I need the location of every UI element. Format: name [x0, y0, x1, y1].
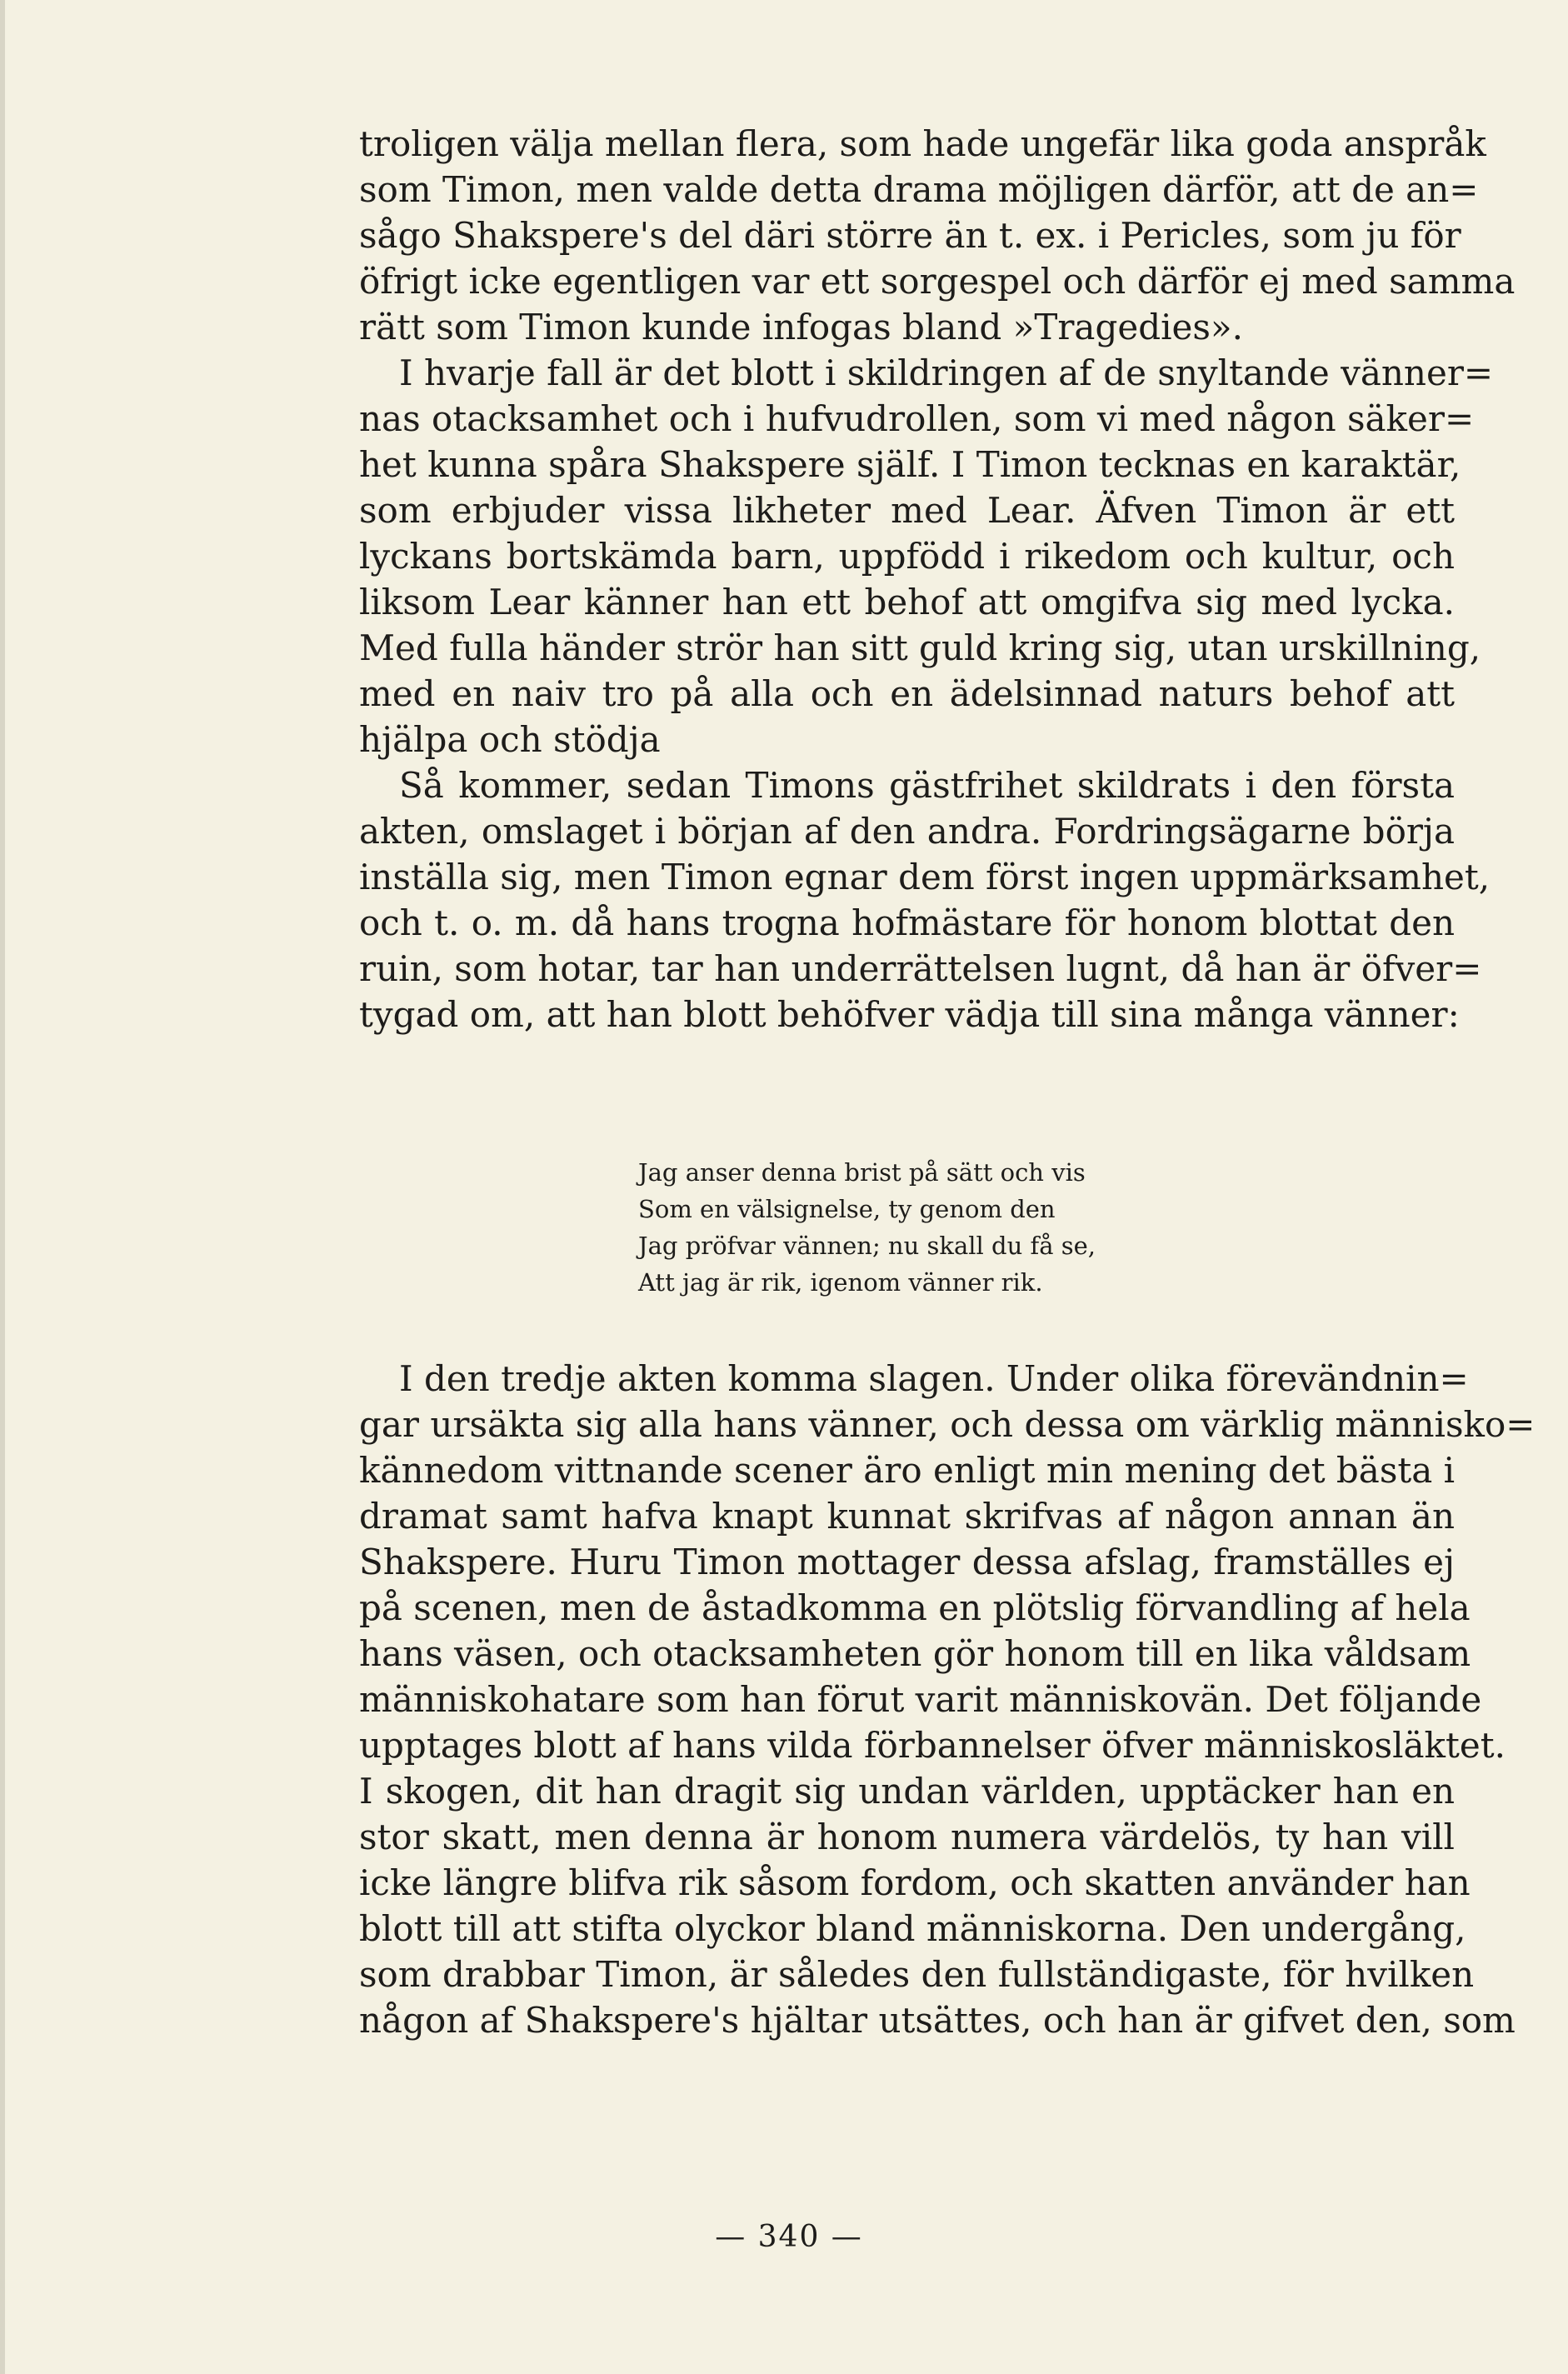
text-line: rätt som Timon kunde infogas bland »Tragedies».	[359, 307, 1243, 347]
text-line: hans väsen, och otacksamheten gör honom till en lika våldsam	[359, 1633, 1471, 1674]
text-line: som drabbar Timon, är således den fullständigaste, för hvilken	[359, 1954, 1475, 1995]
text-line: på scenen, men de åstadkomma en plötslig förvandling af hela	[359, 1587, 1471, 1628]
text-line: och t. o. m. då hans trogna hofmästare för honom blottat den	[359, 902, 1455, 943]
page-number: — 340 —	[715, 2220, 863, 2254]
verse-quotation	[638, 1154, 1238, 1301]
verse-line: Som en välsignelse, ty genom den	[638, 1195, 1056, 1223]
verse-line: Att jag är rik, igenom vänner rik.	[638, 1268, 1043, 1297]
text-line: ruin, som hotar, tar han underrättelsen lugnt, då han är öfver=	[359, 948, 1482, 989]
text-line: I den tredje akten komma slagen. Under olika förevändnin=	[399, 1358, 1469, 1399]
text-line: troligen välja mellan flera, som hade ungefär lika goda anspråk	[359, 123, 1486, 164]
text-line: som Timon, men valde detta drama möjligen därför, att de an=	[359, 169, 1479, 210]
text-line: som erbjuder vissa likheter med Lear. Äfven Timon är ett	[359, 490, 1455, 531]
text-line: sågo Shakspere's del däri större än t. ex. i Pericles, som ju för	[359, 215, 1461, 256]
text-line: Shakspere. Huru Timon mottager dessa afslag, framställes ej	[359, 1542, 1455, 1582]
text-line: med en naiv tro på alla och en ädelsinnad naturs behof att	[359, 673, 1455, 714]
text-line: någon af Shakspere's hjältar utsättes, och han är gifvet den, som	[359, 2000, 1516, 2041]
text-line: nas otacksamhet och i hufvudrollen, som vi med någon säker=	[359, 398, 1475, 439]
text-line: Så kommer, sedan Timons gästfrihet skildrats i den första	[399, 765, 1455, 806]
text-line: I hvarje fall är det blott i skildringen af de snyltande vänner=	[399, 352, 1494, 393]
text-line: lyckans bortskämda barn, uppfödd i rikedom och kultur, och	[359, 536, 1455, 577]
body-text-upper	[359, 121, 1516, 1037]
text-line: hjälpa och stödja	[359, 719, 661, 760]
text-line: I skogen, dit han dragit sig undan världen, upptäcker han en	[359, 1771, 1455, 1812]
text-line: stor skatt, men denna är honom numera värdelös, ty han vill	[359, 1817, 1455, 1857]
text-line: människohatare som han förut varit människovän. Det följande	[359, 1679, 1482, 1720]
text-line: öfrigt icke egentligen var ett sorgespel och därför ej med samma	[359, 261, 1516, 302]
text-line: inställa sig, men Timon egnar dem först ingen uppmärksamhet,	[359, 857, 1491, 897]
text-line: blott till att stifta olyckor bland människorna. Den undergång,	[359, 1908, 1466, 1949]
text-line: Med fulla händer strör han sitt guld kring sig, utan urskillning,	[359, 627, 1481, 668]
text-line: upptages blott af hans vilda förbannelser öfver människosläktet.	[359, 1725, 1506, 1766]
text-line: het kunna spåra Shakspere själf. I Timon tecknas en karaktär,	[359, 444, 1461, 485]
text-line: dramat samt hafva knapt kunnat skrifvas af någon annan än	[359, 1496, 1455, 1537]
body-text-lower	[359, 1356, 1536, 2043]
text-line: liksom Lear känner han ett behof att omgifva sig med lycka.	[359, 582, 1455, 622]
text-line: gar ursäkta sig alla hans vänner, och dessa om värklig människo=	[359, 1404, 1536, 1445]
verse-line: Jag pröfvar vännen; nu skall du få se,	[638, 1232, 1096, 1260]
text-line: tygad om, att han blott behöfver vädja till sina många vänner:	[359, 994, 1460, 1035]
text-line: akten, omslaget i början af den andra. Fordringsägarne börja	[359, 811, 1455, 852]
text-line: icke längre blifva rik såsom fordom, och skatten använder han	[359, 1862, 1471, 1903]
verse-line: Jag anser denna brist på sätt och vis	[638, 1158, 1086, 1187]
text-line: kännedom vittnande scener äro enligt min mening det bästa i	[359, 1450, 1456, 1491]
